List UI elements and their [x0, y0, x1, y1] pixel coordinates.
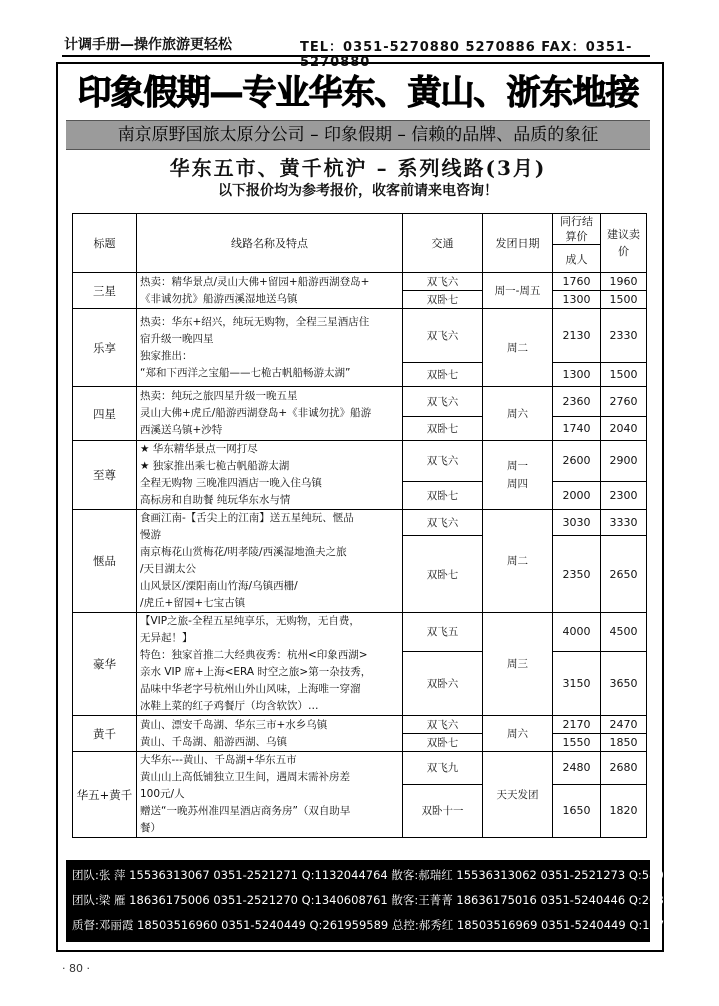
- banner-title: 印象假期—专业华东、黄山、浙东地接: [77, 73, 639, 113]
- transport-cell: 双卧七: [403, 536, 483, 613]
- peer-price-cell: 1650: [553, 784, 601, 837]
- feature-line: /天目湖太公: [140, 563, 197, 575]
- departure-cell: 天天发团: [483, 752, 553, 838]
- transport-cell: 双飞六: [403, 716, 483, 734]
- table-row: [73, 441, 647, 482]
- transport-cell: 双飞六: [403, 273, 483, 291]
- suggested-price-cell: 3650: [601, 651, 647, 715]
- series-title: 华东五市、黄千杭沪 – 系列线路(3月): [169, 156, 547, 180]
- suggested-price-cell: 2900: [601, 441, 647, 482]
- feature-line: 《非诚勿扰》船游西溪湿地送乌镇: [140, 292, 298, 305]
- feature-line: 南京梅花山赏梅花/明孝陵/西溪湿地渔夫之旅: [140, 546, 347, 558]
- peer-price-cell: 4000: [553, 613, 601, 652]
- route-category: 乐享: [73, 309, 137, 387]
- peer-price-cell: 3030: [553, 510, 601, 536]
- transport-cell: 双卧七: [403, 417, 483, 441]
- route-features: [137, 441, 403, 510]
- peer-price-cell: 2480: [553, 752, 601, 785]
- feature-line: ★ 独家推出乘七桅古帆船游太湖: [140, 460, 290, 472]
- transport-cell: 双卧七: [403, 734, 483, 752]
- col-peer-adult: 成人: [553, 245, 601, 273]
- peer-price-cell: 2000: [553, 481, 601, 509]
- departure-cell: 周一 周四: [483, 441, 553, 510]
- transport-cell: 双卧七: [403, 291, 483, 309]
- feature-line: 黄山、漂安千岛湖、华东三市+水乡乌镇: [140, 718, 328, 731]
- peer-price-cell: 2360: [553, 387, 601, 417]
- feature-line: /虎丘+留园+七宝古镇: [140, 597, 246, 609]
- suggested-price-cell: 1500: [601, 291, 647, 309]
- contact-panel: [66, 860, 715, 942]
- feature-line: 餐）: [140, 822, 161, 834]
- suggested-price-cell: 1960: [601, 273, 647, 291]
- manual-title: 计调手册—操作旅游更轻松: [64, 37, 232, 53]
- price-notice: 以下报价均为参考报价，收客前请来电咨询！: [218, 183, 498, 199]
- transport-cell: 双卧十一: [403, 784, 483, 837]
- peer-price-cell: 2130: [553, 309, 601, 363]
- suggested-price-cell: 1820: [601, 784, 647, 837]
- route-category: 华五+黄千: [73, 752, 137, 838]
- suggested-price-cell: 2330: [601, 309, 647, 363]
- peer-price-cell: 1550: [553, 734, 601, 752]
- table-row: [73, 510, 647, 536]
- feature-line: 热卖：华东+绍兴，纯玩无购物，全程三星酒店住: [140, 315, 370, 328]
- route-features: [137, 752, 403, 838]
- table-row: [73, 716, 647, 734]
- departure-cell: 周一-周五: [483, 273, 553, 309]
- departure-cell: 周六: [483, 716, 553, 752]
- route-category: 惬品: [73, 510, 137, 613]
- col-transport: 交通: [403, 214, 483, 273]
- route-category: 三星: [73, 273, 137, 309]
- departure-cell: 周三: [483, 613, 553, 716]
- feature-line: 大华东---黄山、千岛湖+华东五市: [140, 754, 297, 766]
- col-departure: 发团日期: [483, 214, 553, 273]
- feature-line: 热卖：精华景点/灵山大佛+留园+船游西湖登岛+: [140, 275, 370, 288]
- feature-line: 无异起！】: [140, 632, 193, 644]
- transport-cell: 双卧六: [403, 651, 483, 715]
- route-category: 四星: [73, 387, 137, 441]
- feature-line: 品味中华老字号杭州山外山风味，上海唯一穿溜: [140, 683, 361, 695]
- feature-line: 食画江南-【舌尖上的江南】送五星纯玩、惬品: [140, 512, 354, 524]
- suggested-price-cell: 3330: [601, 510, 647, 536]
- suggested-price-cell: 2680: [601, 752, 647, 785]
- table-row: [73, 273, 647, 291]
- route-features: [137, 309, 403, 387]
- price-table-body: [73, 273, 647, 838]
- col-route: 线路名称及特点: [137, 214, 403, 273]
- route-category: 至尊: [73, 441, 137, 510]
- peer-price-cell: 1760: [553, 273, 601, 291]
- departure-cell: 周六: [483, 387, 553, 441]
- suggested-price-cell: 1500: [601, 363, 647, 387]
- peer-price-cell: 2600: [553, 441, 601, 482]
- feature-line: 赠送“一晚苏州准四星酒店商务房”（双自助早: [140, 805, 351, 817]
- feature-line: 山风景区/溧阳南山竹海/乌镇西栅/: [140, 580, 298, 592]
- transport-cell: 双飞六: [403, 510, 483, 536]
- peer-price-cell: 2350: [553, 536, 601, 613]
- table-row: [73, 613, 647, 652]
- feature-line: 高标房和自助餐 纯玩华东水与情: [140, 494, 291, 506]
- company-subtitle: 南京原野国旅太原分公司 – 印象假期 – 信赖的品牌、品质的象征: [66, 120, 650, 150]
- suggested-price-cell: 2040: [601, 417, 647, 441]
- departure-cell: 周二: [483, 510, 553, 613]
- feature-line: 慢游: [140, 529, 161, 541]
- feature-line: 全程无购物 三晚准四酒店一晚入住乌镇: [140, 477, 322, 489]
- feature-line: 冰鞋上菜的红子鸡餐厅（均含软饮）…: [140, 700, 319, 712]
- peer-price-cell: 2170: [553, 716, 601, 734]
- feature-line: 100元/人: [140, 788, 185, 800]
- feature-line: 黄山、千岛湖、船游西湖、乌镇: [140, 735, 287, 748]
- feature-line: 灵山大佛+虎丘/船游西湖登岛+《非诚勿扰》船游: [140, 407, 372, 419]
- feature-line: 特色：独家首推二大经典夜秀：杭州<印象西湖>: [140, 649, 368, 661]
- peer-price-cell: 1300: [553, 363, 601, 387]
- peer-price-cell: 1300: [553, 291, 601, 309]
- feature-line: 【VIP之旅-全程五星纯享乐，无购物，无自费，: [140, 615, 360, 627]
- route-features: [137, 387, 403, 441]
- page-header: [62, 33, 650, 70]
- col-peer-price: 同行结算价: [553, 214, 601, 245]
- transport-cell: 双飞九: [403, 752, 483, 785]
- contact-line: 团队:梁 雁 18636175006 0351-2521270 Q:1340608761 散客:王菁菁 18636175016 0351-5240446 Q:2680027646: [72, 893, 715, 907]
- feature-line: 黄山山上高低铺独立卫生间，遇周末需补房差: [140, 771, 350, 783]
- route-features: [137, 716, 403, 752]
- transport-cell: 双飞六: [403, 441, 483, 482]
- transport-cell: 双飞六: [403, 387, 483, 417]
- contact-line: 质督:邓丽霞 18503516960 0351-5240449 Q:261959589 总控:郝秀红 18503516969 0351-5240449 Q:13706408: [72, 918, 701, 932]
- table-row: [73, 387, 647, 417]
- table-row: [73, 309, 647, 363]
- route-category: 豪华: [73, 613, 137, 716]
- feature-line: 独家推出：: [140, 349, 193, 362]
- departure-cell: 周二: [483, 309, 553, 387]
- transport-cell: 双飞六: [403, 309, 483, 363]
- feature-line: 热卖：纯玩之旅四星升级一晚五星: [140, 390, 298, 402]
- transport-cell: 双卧七: [403, 363, 483, 387]
- route-category: 黄千: [73, 716, 137, 752]
- col-suggested-price: 建议卖价: [601, 214, 647, 273]
- feature-line: 亲水 VIP 席+上海<ERA 时空之旅>第一杂技秀，: [140, 666, 372, 678]
- peer-price-cell: 1740: [553, 417, 601, 441]
- suggested-price-cell: 1850: [601, 734, 647, 752]
- table-row: [73, 752, 647, 785]
- feature-line: “郑和下西洋之宝船——七桅古帆船畅游太湖”: [140, 366, 351, 379]
- route-features: [137, 613, 403, 716]
- page-number: · 80 ·: [62, 962, 90, 975]
- suggested-price-cell: 2300: [601, 481, 647, 509]
- feature-line: 西溪送乌镇+沙特: [140, 424, 223, 436]
- header-contact: TEL：0351-5270880 5270886 FAX：0351-5270880: [300, 40, 633, 70]
- feature-line: 宿升级一晚四星: [140, 332, 214, 345]
- feature-line: ★ 华东精华景点一网打尽: [140, 443, 258, 455]
- suggested-price-cell: 2650: [601, 536, 647, 613]
- price-table: [72, 213, 647, 838]
- suggested-price-cell: 4500: [601, 613, 647, 652]
- transport-cell: 双卧七: [403, 481, 483, 509]
- route-features: [137, 510, 403, 613]
- route-features: [137, 273, 403, 309]
- col-category: 标题: [73, 214, 137, 273]
- peer-price-cell: 3150: [553, 651, 601, 715]
- suggested-price-cell: 2760: [601, 387, 647, 417]
- contact-line: 团队:张 萍 15536313067 0351-2521271 Q:1132044764 散客:郝瑞红 15536313062 0351-2521273 Q:580441442: [72, 868, 708, 882]
- suggested-price-cell: 2470: [601, 716, 647, 734]
- transport-cell: 双飞五: [403, 613, 483, 652]
